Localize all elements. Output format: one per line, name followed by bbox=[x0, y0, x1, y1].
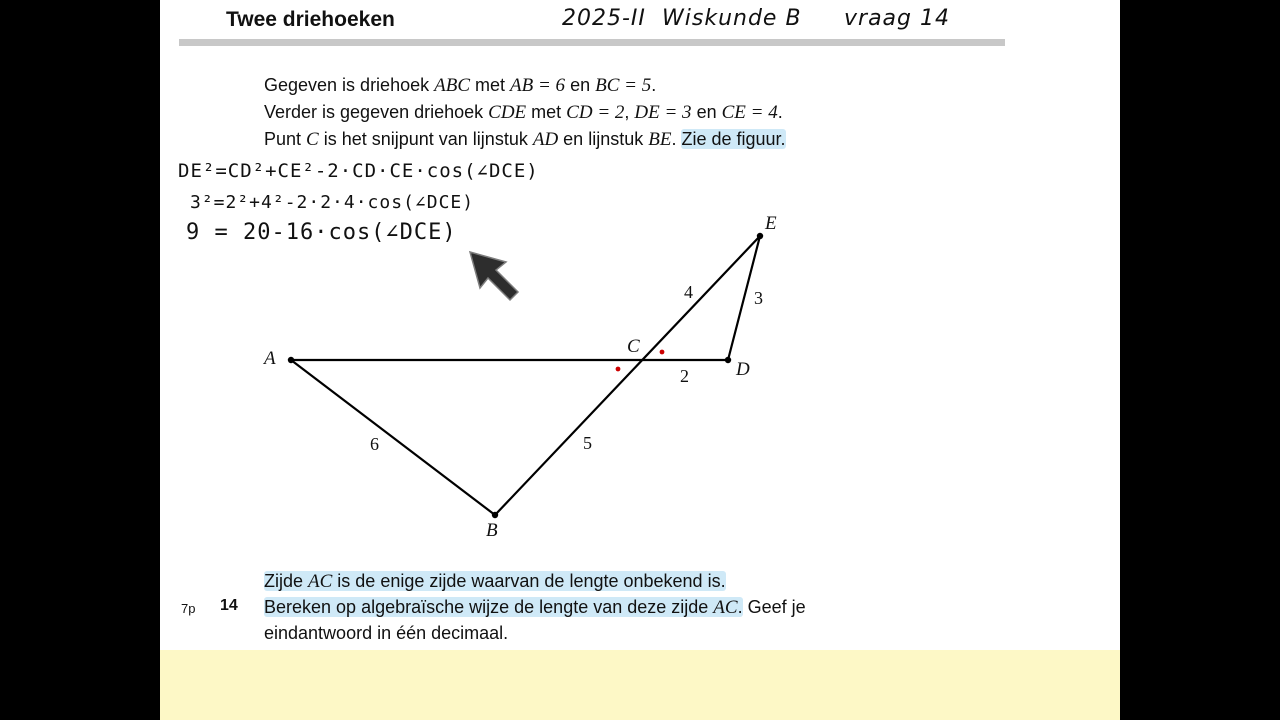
math: C bbox=[306, 129, 319, 150]
text: en bbox=[691, 102, 722, 122]
work-line-2: 3²=2²+4²-2·2·4·cos(∠DCE) bbox=[190, 192, 475, 213]
work-line-1: DE²=CD²+CE²-2·CD·CE·cos(∠DCE) bbox=[178, 160, 539, 182]
point-a bbox=[288, 357, 294, 363]
text: , bbox=[624, 102, 635, 122]
label-b: B bbox=[486, 520, 498, 541]
question-line-1 bbox=[264, 571, 726, 593]
question-line-2 bbox=[264, 597, 806, 619]
text: is de enige zijde waarvan de lengte onbekend is. bbox=[332, 571, 726, 591]
angle-mark-2 bbox=[660, 350, 665, 355]
question-line-3: eindantwoord in één decimaal. bbox=[264, 623, 509, 643]
segment-ab bbox=[291, 360, 495, 515]
math: CDE bbox=[488, 102, 527, 123]
text: Bereken op algebraïsche wijze de lengte van deze zijde bbox=[264, 597, 714, 617]
math: AC bbox=[308, 571, 333, 592]
label-a: A bbox=[264, 348, 276, 369]
text: Punt bbox=[264, 129, 307, 149]
text: Gegeven is driehoek bbox=[264, 75, 435, 95]
text: met bbox=[526, 102, 567, 122]
length-ce: 4 bbox=[684, 282, 693, 302]
angle-mark-1 bbox=[616, 367, 621, 372]
math: BC = 5 bbox=[595, 75, 652, 96]
length-cd: 2 bbox=[680, 366, 689, 386]
math: CE = 4 bbox=[721, 102, 778, 123]
cursor-icon bbox=[466, 248, 526, 304]
segment-be bbox=[495, 236, 760, 515]
text: . bbox=[651, 75, 657, 95]
math: BE bbox=[648, 129, 672, 150]
triangle-figure bbox=[160, 0, 1120, 650]
figure-link[interactable]: Zie de figuur. bbox=[681, 129, 786, 149]
text: . bbox=[671, 129, 682, 149]
text: en bbox=[565, 75, 596, 95]
length-ab: 6 bbox=[370, 434, 379, 454]
question-label: vraag 14 bbox=[844, 6, 950, 31]
math: AB = 6 bbox=[510, 75, 566, 96]
text: en lijnstuk bbox=[558, 129, 649, 149]
exam-year: 2025-II bbox=[562, 6, 646, 31]
work-line-3: 9 = 20-16·cos(∠DCE) bbox=[186, 220, 457, 245]
math: CD = 2 bbox=[566, 102, 625, 123]
math: AD bbox=[532, 129, 559, 150]
highlighted-text bbox=[264, 571, 726, 591]
question-points: 7p bbox=[181, 601, 196, 616]
page-title: Twee driehoeken bbox=[226, 8, 395, 31]
document-page bbox=[160, 0, 1120, 720]
label-c: C bbox=[627, 336, 640, 357]
question-number: 14 bbox=[220, 597, 238, 614]
highlighted-text bbox=[264, 597, 743, 617]
text: . bbox=[737, 597, 743, 617]
math: DE = 3 bbox=[634, 102, 692, 123]
text: . bbox=[777, 102, 783, 122]
point-b bbox=[492, 512, 498, 518]
label-e: E bbox=[765, 213, 777, 234]
length-de: 3 bbox=[754, 288, 763, 308]
math: ABC bbox=[434, 75, 470, 96]
point-e bbox=[757, 233, 763, 239]
bottom-bar bbox=[160, 650, 1120, 720]
text: Verder is gegeven driehoek bbox=[264, 102, 489, 122]
exam-subject: Wiskunde B bbox=[662, 6, 802, 31]
point-d bbox=[725, 357, 731, 363]
math: AC bbox=[713, 597, 738, 618]
text: Zijde bbox=[264, 571, 309, 591]
text: met bbox=[470, 75, 511, 95]
text: is het snijpunt van lijnstuk bbox=[318, 129, 533, 149]
label-d: D bbox=[736, 359, 750, 380]
text: Geef je bbox=[742, 597, 806, 617]
length-bc: 5 bbox=[583, 433, 592, 453]
